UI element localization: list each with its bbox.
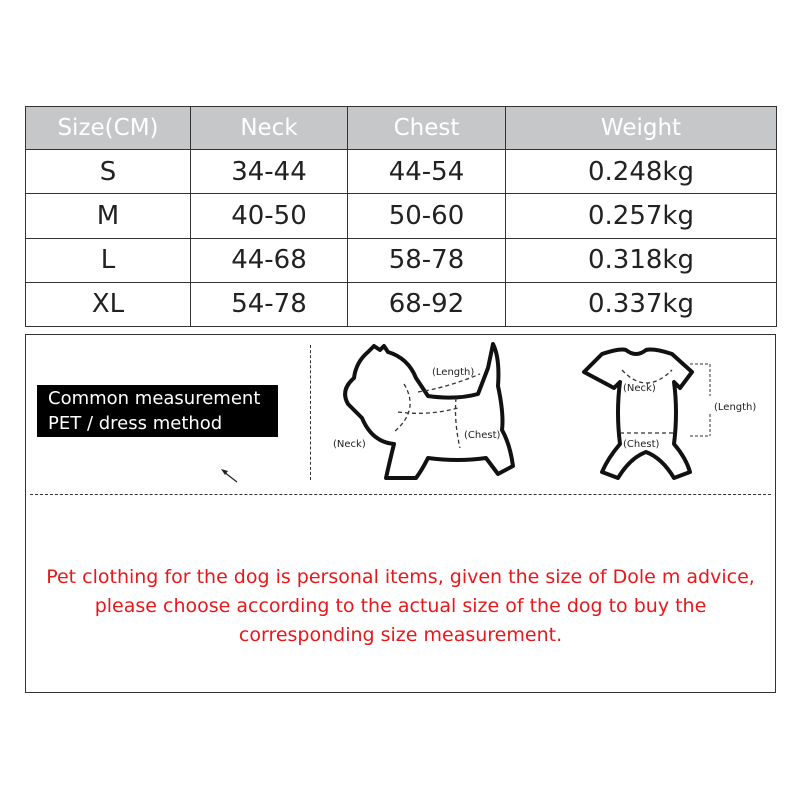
method-label-line2: PET / dress method (48, 413, 223, 434)
weight-cell: 0.257kg (506, 194, 777, 238)
size-cell: M (26, 194, 191, 238)
header-neck: Neck (191, 107, 348, 150)
table-row (26, 150, 777, 194)
dog-chest-label: (Chest) (464, 430, 501, 441)
notice-line3: corresponding size measurement. (238, 624, 563, 646)
garment-neck-label: (Neck) (623, 383, 656, 394)
method-label-line1: Common measurement (48, 388, 261, 409)
neck-cell: 34-44 (191, 150, 348, 194)
weight-cell: 0.318kg (506, 238, 777, 282)
table-row (26, 194, 777, 238)
chest-cell: 68-92 (348, 282, 506, 326)
garment-outline (584, 350, 692, 479)
dog-diagram (328, 338, 518, 488)
chest-cell: 58-78 (348, 238, 506, 282)
chest-cell: 44-54 (348, 150, 506, 194)
table-row (26, 238, 777, 282)
vertical-divider (310, 345, 311, 480)
notice-text (30, 563, 771, 650)
chest-cell: 50-60 (348, 194, 506, 238)
dog-neck-label: (Neck) (333, 439, 366, 450)
size-cell: L (26, 238, 191, 282)
dog-length-label: (Length) (432, 367, 475, 378)
arrow-icon (215, 465, 240, 485)
notice-line2: please choose according to the actual size of the dog to buy the (94, 595, 707, 617)
garment-diagram (580, 340, 775, 490)
method-label (37, 385, 278, 437)
size-cell: XL (26, 282, 191, 326)
neck-cell: 40-50 (191, 194, 348, 238)
notice-line1: Pet clothing for the dog is personal items, given the size of Dole m advice, (46, 566, 755, 588)
neck-cell: 44-68 (191, 238, 348, 282)
header-size: Size(CM) (26, 107, 191, 150)
garment-chest-label: (Chest) (623, 439, 660, 450)
table-row (26, 282, 777, 326)
dog-outline (345, 344, 513, 478)
header-chest: Chest (348, 107, 506, 150)
header-weight: Weight (506, 107, 777, 150)
size-table (25, 106, 777, 327)
horizontal-divider (30, 494, 771, 495)
neck-cell: 54-78 (191, 282, 348, 326)
table-header-row (26, 107, 777, 150)
weight-cell: 0.337kg (506, 282, 777, 326)
garment-length-label: (Length) (714, 402, 757, 413)
size-cell: S (26, 150, 191, 194)
weight-cell: 0.248kg (506, 150, 777, 194)
